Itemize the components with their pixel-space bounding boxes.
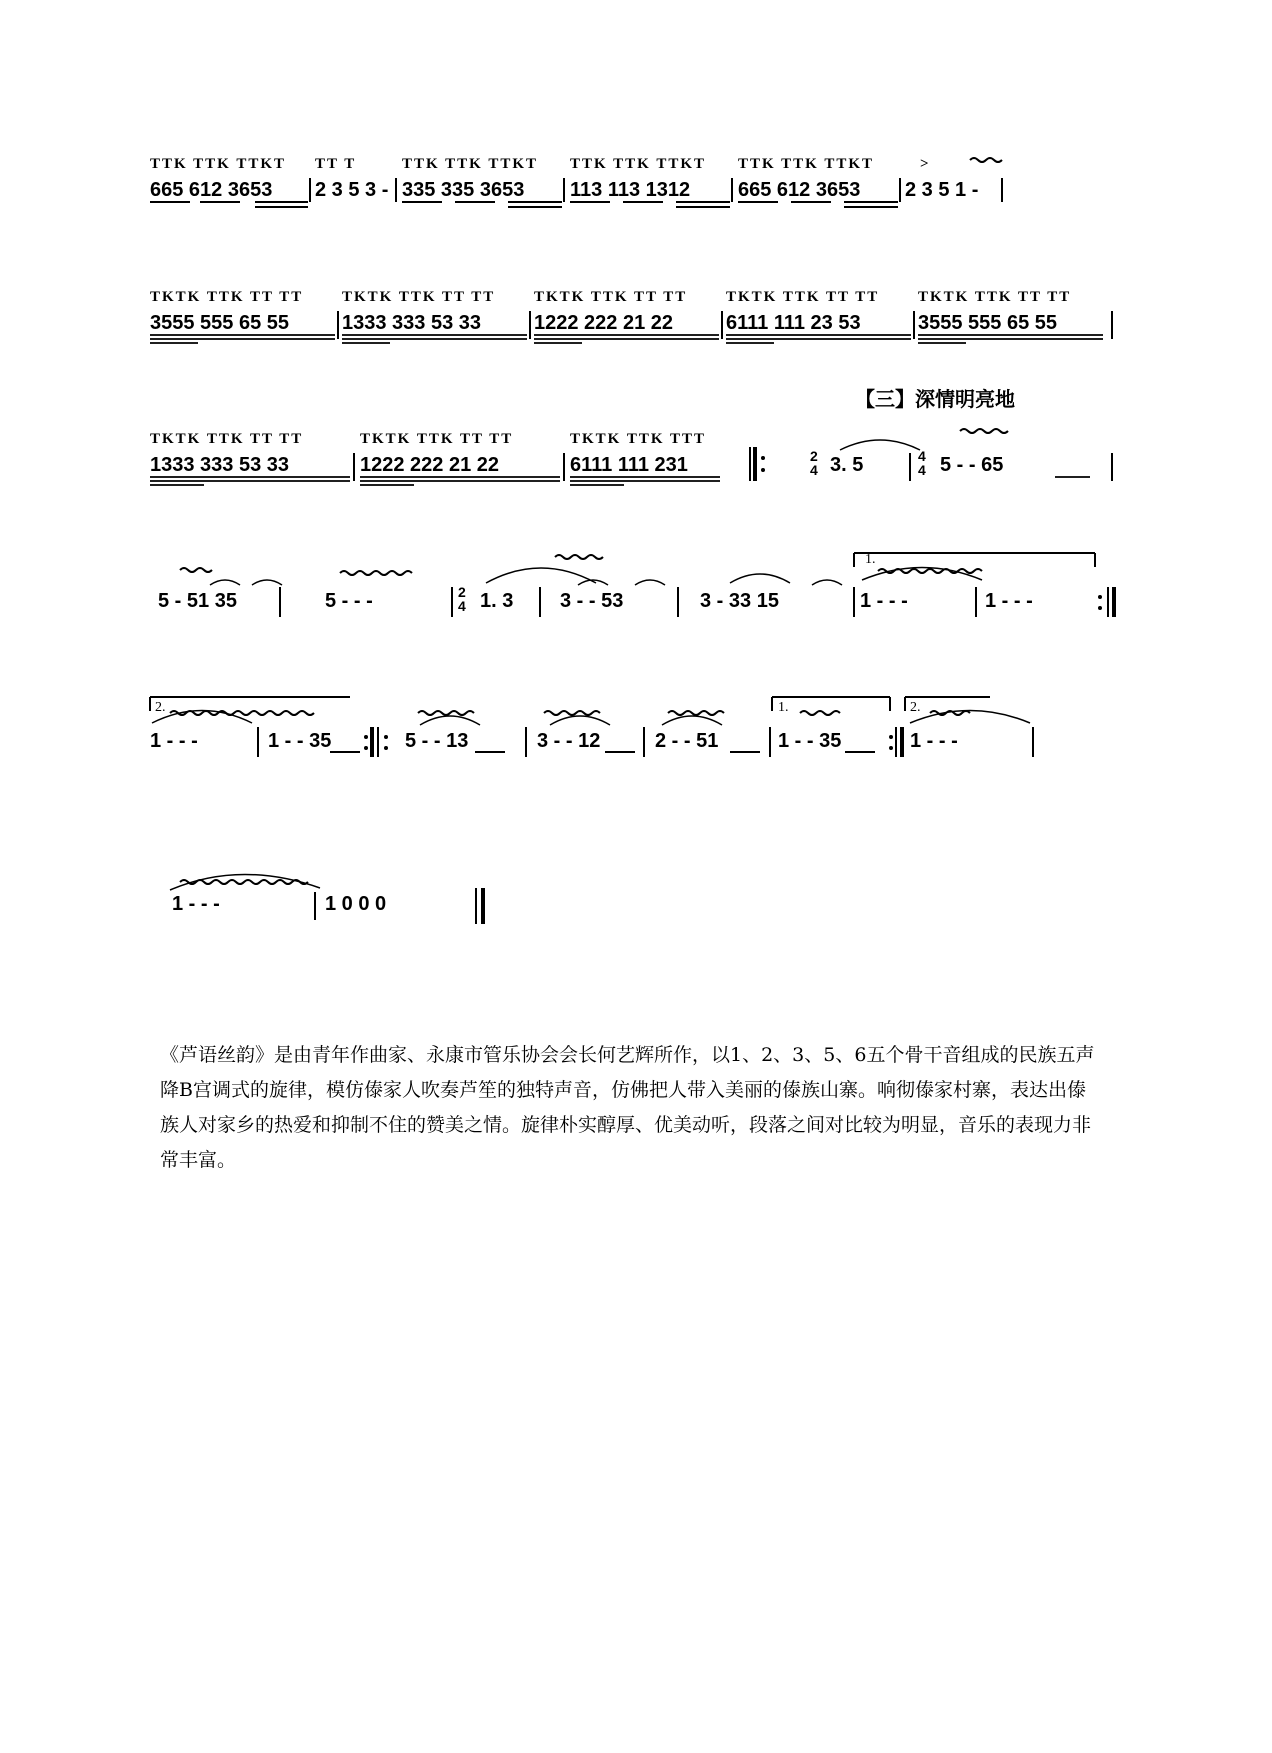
time-signature-denominator: 4 [458, 598, 466, 614]
score-row-1-svg [150, 150, 1125, 230]
score-row-1 [150, 150, 1125, 230]
notes-measure: 1 - - 35 [268, 730, 332, 752]
time-signature-numerator: 4 [918, 448, 926, 464]
time-signature-numerator: 2 [458, 584, 466, 600]
score-row-3 [150, 425, 1125, 505]
volta-label: 1. [778, 700, 789, 715]
notes-measure: 3 - - 53 [560, 590, 624, 612]
notes-measure: 1. 3 [480, 590, 514, 612]
score-row-4 [150, 545, 1125, 635]
tongue-marks: TKTK TTK TT TT [150, 289, 304, 305]
trill-mark [960, 429, 1008, 433]
tongue-marks: TKTK TTK TT TT [918, 289, 1072, 305]
beam-lines [150, 202, 898, 207]
notes-measure: 3 - - 12 [537, 730, 601, 752]
notes-measure: 2 3 5 1 - [905, 179, 979, 201]
notes-measure: 3555 555 65 55 [918, 312, 1058, 334]
notes-measure: 335 335 3653 [402, 179, 525, 201]
notes-measure: 5 - - 13 [405, 730, 469, 752]
tongue-marks: TT T [315, 156, 357, 172]
notes-measure: 1333 333 53 33 [342, 312, 482, 334]
notes-measure: 1 0 0 0 [325, 893, 387, 915]
time-signature-denominator: 4 [918, 462, 926, 478]
volta-label: 1. [865, 552, 876, 567]
tongue-marks: TKTK TTK TT TT [726, 289, 880, 305]
notes-measure: 5 - - 65 [940, 454, 1004, 476]
repeat-dot [1098, 595, 1102, 599]
notes-measure: 3555 555 65 55 [150, 312, 290, 334]
notes-measure: 6111 111 231 [570, 454, 688, 476]
time-signature-denominator: 4 [810, 462, 818, 478]
notes-measure: 1222 222 21 22 [360, 454, 500, 476]
repeat-dot [889, 746, 893, 750]
notes-measure: 3 - 33 15 [700, 590, 779, 612]
score-row-2 [150, 283, 1125, 353]
repeat-dot [761, 456, 765, 460]
tongue-marks: TKTK TTK TT TT [342, 289, 496, 305]
score-row-6 [150, 860, 1125, 940]
notes-measure: 1333 333 53 33 [150, 454, 290, 476]
tongue-marks: TTK TTK TTKT [570, 156, 706, 172]
notes-measure: 1 - - - [985, 590, 1033, 612]
beam-lines [150, 477, 1090, 485]
notes-measure: 1222 222 21 22 [534, 312, 674, 334]
notes-measure: 2 - - 51 [655, 730, 719, 752]
slur [840, 440, 920, 450]
notes-measure: 6111 111 23 53 [726, 312, 861, 334]
notes-measure: 1 - - - [860, 590, 908, 612]
tongue-marks: TTK TTK TTKT [738, 156, 874, 172]
slurs [210, 568, 982, 586]
tongue-marks: TTK TTK TTKT [402, 156, 538, 172]
tongue-marks: TKTK TTK TT TT [360, 431, 514, 447]
trill-mark [970, 158, 1002, 162]
trill-marks [180, 555, 982, 575]
score-row-4-svg [150, 545, 1125, 635]
notes-measure: 665 612 3653 [150, 179, 273, 201]
notes-measure: 2 3 5 3 - [315, 179, 389, 201]
notes-measure: 1 - - 35 [778, 730, 842, 752]
description-paragraph [160, 1038, 1095, 1178]
description-text: 《芦语丝韵》是由青年作曲家、永康市管乐协会会长何艺辉所作，以1、2、3、5、6五个骨干音组成的民族五声降B宫调式的旋律，模仿傣家人吹奏芦笙的独特声音，仿佛把人带入美丽的傣族山寨。响彻傣家村寨，表达出傣族人对家乡的热爱和抑制不住的赞美之情。旋律朴实醇厚、优美动听，段落之间对比较为明显，音乐的表现力非常丰富。 [160, 1044, 1095, 1171]
score-row-5-svg [150, 685, 1125, 775]
repeat-dot [1098, 606, 1102, 610]
notes-measure: 1 - - - [172, 893, 220, 915]
accent-mark: > [920, 156, 931, 172]
trill-mark [180, 880, 308, 884]
trill-marks [170, 711, 970, 715]
tongue-marks: TKTK TTK TT TT [534, 289, 688, 305]
tongue-marks: TTK TTK TTKT [150, 156, 286, 172]
score-row-5 [150, 685, 1125, 775]
repeat-dot [384, 746, 388, 750]
repeat-dot [384, 735, 388, 739]
notes-measure: 665 612 3653 [738, 179, 861, 201]
repeat-dot [889, 735, 893, 739]
time-signature-numerator: 2 [810, 448, 818, 464]
repeat-dot [761, 468, 765, 472]
notes-measure: 1 - - - [910, 730, 958, 752]
score-row-3-svg [150, 425, 1125, 505]
volta-label: 2. [155, 700, 166, 715]
beam-lines [150, 335, 1103, 343]
section-label: 【三】深情明亮地 [855, 387, 1015, 411]
score-row-6-svg [150, 860, 1125, 940]
score-row-2-svg [150, 283, 1125, 353]
repeat-dot [364, 735, 368, 739]
notes-measure: 5 - - - [325, 590, 373, 612]
repeat-dot [364, 746, 368, 750]
notes-measure: 113 113 1312 [570, 179, 691, 201]
notes-measure: 3. 5 [830, 454, 864, 476]
notes-measure: 5 - 51 35 [158, 590, 237, 612]
tongue-marks: TKTK TTK TTT [570, 431, 706, 447]
notes-measure: 1 - - - [150, 730, 198, 752]
volta-label: 2. [910, 700, 921, 715]
tongue-marks: TKTK TTK TT TT [150, 431, 304, 447]
